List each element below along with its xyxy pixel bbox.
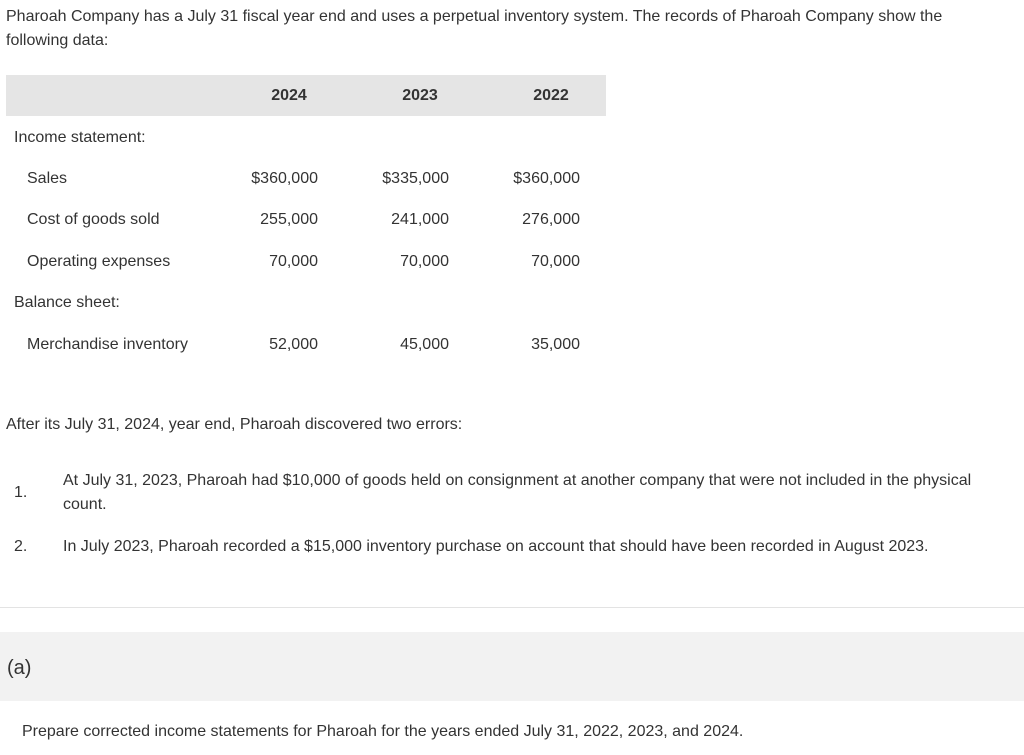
income-statement-label: Income statement: xyxy=(14,129,146,146)
problem-intro: Pharoah Company has a July 31 fiscal year end and uses a perpetual inventory system. The records of Pharoah Company show the following data: xyxy=(6,8,943,49)
part-header-band xyxy=(0,632,1024,701)
cell-opex-2022: 70,000 xyxy=(531,253,580,270)
cell-inventory-2022: 35,000 xyxy=(531,336,580,353)
cell-inventory-2023: 45,000 xyxy=(400,336,449,353)
cell-cogs-2022: 276,000 xyxy=(522,211,580,228)
error-number-1: 1. xyxy=(14,484,28,501)
error-text-1: At July 31, 2023, Pharoah had $10,000 of goods held on consignment at another company that were not included in the physical count. xyxy=(63,472,972,513)
error-text-2: In July 2023, Pharoah recorded a $15,000 inventory purchase on account that should have been recorded in August 2023. xyxy=(63,538,929,555)
cell-cogs-2023: 241,000 xyxy=(391,211,449,228)
section-divider xyxy=(0,607,1024,608)
row-label-sales: Sales xyxy=(27,170,68,187)
cell-inventory-2024: 52,000 xyxy=(269,336,318,353)
column-header-2024: 2024 xyxy=(271,87,307,104)
cell-sales-2024: $360,000 xyxy=(251,170,318,187)
part-instruction: Prepare corrected income statements for Pharoah for the years ended July 31, 2022, 2023, and 2024. xyxy=(22,723,744,740)
table-header xyxy=(6,75,606,116)
errors-intro: After its July 31, 2024, year end, Pharoah discovered two errors: xyxy=(6,416,463,433)
part-label: (a) xyxy=(7,657,32,679)
cell-sales-2023: $335,000 xyxy=(382,170,449,187)
error-number-2: 2. xyxy=(14,538,28,555)
column-header-2022: 2022 xyxy=(533,87,569,104)
cell-sales-2022: $360,000 xyxy=(513,170,580,187)
cell-cogs-2024: 255,000 xyxy=(260,211,318,228)
column-header-2023: 2023 xyxy=(402,87,438,104)
cell-opex-2023: 70,000 xyxy=(400,253,449,270)
cell-opex-2024: 70,000 xyxy=(269,253,318,270)
balance-sheet-label: Balance sheet: xyxy=(14,294,120,311)
row-label-merchandise-inventory: Merchandise inventory xyxy=(27,336,188,353)
row-label-operating-expenses: Operating expenses xyxy=(27,253,171,270)
row-label-cogs: Cost of goods sold xyxy=(27,211,160,228)
